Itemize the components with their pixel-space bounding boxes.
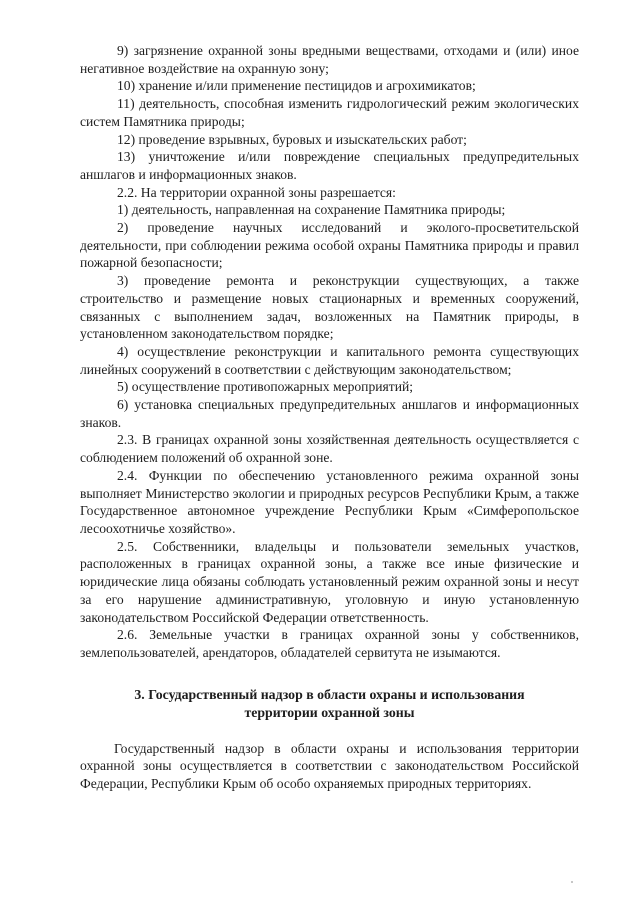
clause-2-2: 2.2. На территории охранной зоны разрешается: bbox=[117, 184, 396, 200]
allowed-item-3: 3) проведение ремонта и реконструкции существующих, а также строительство и размещение новых стационарных и временных сооружений, связанных с выполнением задач, возложенных на Памятник природы, в установленном законодательством порядке; bbox=[80, 273, 579, 342]
list-item-9: 9) загрязнение охранной зоны вредными веществами, отходами и (или) иное негативное воздействие на охранную зону; bbox=[80, 43, 579, 76]
scan-speck bbox=[571, 881, 573, 883]
section-3-paragraph: Государственный надзор в области охраны и использования территории охранной зоны осуществляется в соответствии с законодательством Российской Федерации, Республики Крым об особо охраняемых природных территориях. bbox=[80, 740, 579, 792]
clause-2-6: 2.6. Земельные участки в границах охранной зоны у собственников, землепользователей, арендаторов, обладателей сервитута не изымаются. bbox=[80, 627, 579, 660]
clause-2-3: 2.3. В границах охранной зоны хозяйственная деятельность осуществляется с соблюдением положений об охранной зоне. bbox=[80, 432, 579, 466]
allowed-item-1: 1) деятельность, направленная на сохранение Памятника природы; bbox=[117, 202, 506, 218]
allowed-item-5: 5) осуществление противопожарных мероприятий; bbox=[117, 379, 414, 395]
allowed-item-2: 2) проведение научных исследований и эколого-просветительской деятельности, при соблюдении режима особой охраны Памятника природы и правил пожарной безопасности; bbox=[80, 220, 579, 271]
list-item-11: 11) деятельность, способная изменить гидрологический режим экологических систем Памятника природы; bbox=[80, 96, 579, 129]
section-heading-line-1: 3. Государственный надзор в области охраны и использования bbox=[134, 686, 525, 702]
list-item-13: 13) уничтожение и/или повреждение специальных предупредительных аншлагов и информационных знаков. bbox=[80, 149, 579, 182]
clause-2-5: 2.5. Собственники, владельцы и пользователи земельных участков, расположенных в границах охранной зоны, а также все иные физические и юридические лица обязаны соблюдать установленный режим охранной зоны и несут за его нарушение административную, уголовную и иную установленную законодательством Российской Федерации ответственность. bbox=[80, 538, 579, 625]
section-heading-line-2: территории охранной зоны bbox=[244, 704, 415, 720]
clause-2-4: 2.4. Функции по обеспечению установленного режима охранной зоны выполняет Министерство экологии и природных ресурсов Республики Крым, а также Государственное автономное учреждение Республики Крым «Симферопольское лесоохотничье хозяйство». bbox=[80, 467, 579, 536]
list-item-12: 12) проведение взрывных, буровых и изыскательских работ; bbox=[117, 131, 467, 147]
list-item-10: 10) хранение и/или применение пестицидов и агрохимикатов; bbox=[117, 78, 476, 94]
allowed-item-4: 4) осуществление реконструкции и капитального ремонта существующих линейных сооружений в соответствии с действующим законодательством; bbox=[80, 343, 579, 377]
allowed-item-6: 6) установка специальных предупредительных аншлагов и информационных знаков. bbox=[80, 397, 579, 430]
document-body bbox=[80, 42, 579, 793]
section-3-heading bbox=[80, 686, 579, 722]
